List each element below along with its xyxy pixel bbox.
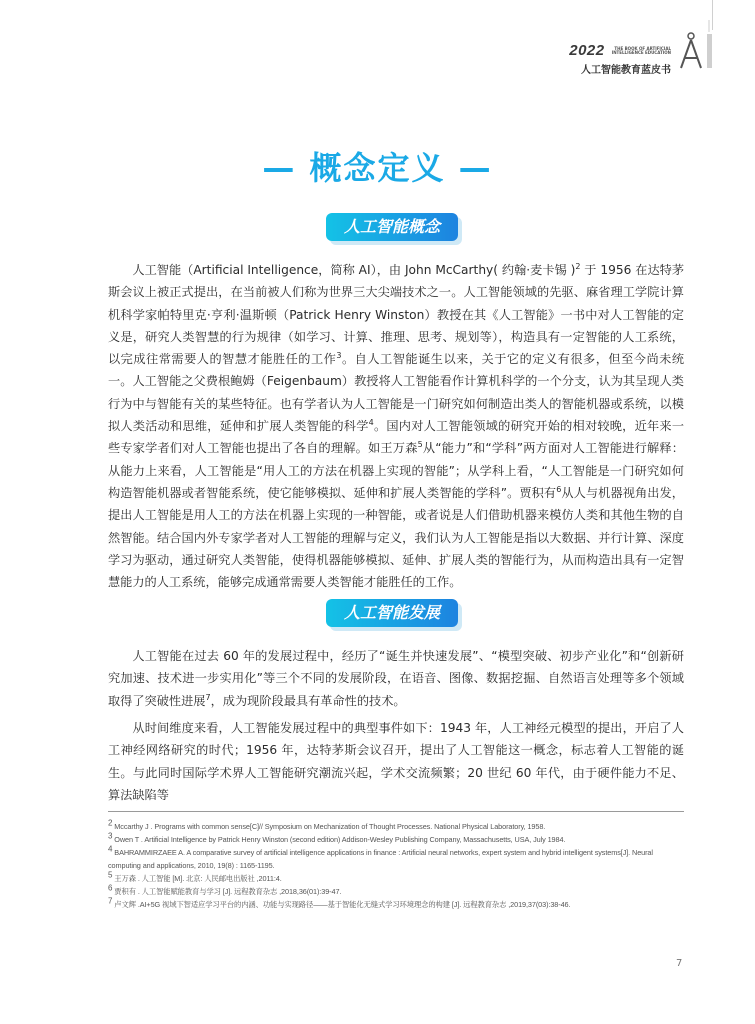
footnote-item: $^4$ BAHRAMMIRZAEE A. A comparative survey of artificial intelligence applications in finance : Artificial neural networks, expert system and hybrid intelligent systems[J]. Neural computing and applications, 2010, 19(8) : 1165-1195.	[108, 844, 653, 870]
footnote-item: $^6$ 贾积有 . 人工智能赋能教育与学习 [J]. 远程教育杂志 ,2018,36(01):39-47.	[108, 883, 342, 896]
footnote-item: $^5$ 王万森 . 人工智能 [M]. 北京: 人民邮电出版社 ,2011:4.	[108, 870, 282, 883]
paragraph-timeline: 从时间维度来看，人工智能发展过程中的典型事件如下：1943 年，人工神经元模型的提出，开启了人工神经网络研究的时代；1956 年，达特茅斯会议召开，提出了人工智能这一概念，标志着人工智能的诞生。与此同时国际学术界人工智能研究潮流兴起，学术交流频繁；20 世纪 60 年代，由于硬件能力不足、算法缺陷等	[108, 721, 684, 802]
paragraph-concept: 人工智能（Artificial Intelligence，简称 AI），由 John McCarthy( 约翰·麦卡锡 )$^2$ 于 1956 在达特茅斯会议上被正式提出，在当前被人们称为世界三大尖端技术之一。人工智能领域的先驱、麻省理工学院计算机科学家帕特里克·亨利·温斯顿（Patrick Henry Winston）教授在其《人工智能》一书中对人工智能的定义是，研究人类智慧的行为规律（如学习、计算、推理、思考、规划等），构造具有一定智能的人工系统，以完成往常需要人的智慧才能胜任的工作$^3$。自人工智能诞生以来，关于它的定义有很多，但至今尚未统一。人工智能之父费根鲍姆（Feigenbaum）教授将人工智能看作计算机科学的一个分支，认为其呈现人类行为中与智能有关的某些特征。也有学者认为人工智能是一门研究如何制造出类人的智能机器或系统，以模拟人类活动和思维，延伸和扩展人类智能的科学$^4$。国内对人工智能领域的研究开始的相对较晚，近年来一些专家学者们对人工智能也提出了各自的理解。如王万森$^5$从“能力”和“学科”两方面对人工智能进行解释：从能力上来看，人工智能是“用人工的方法在机器上实现的智能”；从学科上看，“人工智能是一门研究如何构造智能机器或者智能系统，使它能够模拟、延伸和扩展人类智能的学科”。贾积有$^6$从人与机器视角出发，提出人工智能是用人工的方法在机器上实现的一种智能，或者说是人们借助机器来模仿人类和其他生物的自然智能。结合国内外专家学者对人工智能的理解与定义，我们认为人工智能是指以大数据、并行计算、深度学习为驱动，通过研究人类智能，使得机器能够模拟、延伸、扩展人类的智能行为，从而构造出具有一定智慧能力的人工系统，能够完成通常需要人类智能才能胜任的工作。	[108, 261, 685, 590]
page-title: — 概念定义 —	[262, 149, 493, 187]
footnote-item: $^3$ Owen T . Artificial Intelligence by Patrick Henry Winston (second edition) Addison-Wesley Publishing Company, Massachusetts, USA, July 1984.	[108, 831, 566, 844]
header-year: 2022	[569, 42, 605, 59]
section-tag-development: 人工智能发展	[326, 599, 458, 627]
header-subtitle: 人工智能教育蓝皮书	[581, 65, 671, 76]
footnote-item: $^7$ 卢文辉 .AI+5G 视域下智适应学习平台的内涵、功能与实现路径——基于智能化无缝式学习环境理念的构建 [J]. 远程教育杂志 ,2019,37(03):38-46.	[108, 896, 571, 909]
ai-logo-icon	[677, 20, 717, 80]
header-brand	[569, 40, 671, 76]
header-tiny-text: THE BOOK OF ARTIFICIAL INTELLIGENCE EDUCATION	[611, 45, 671, 55]
footnote-item: $^2$ Mccarthy J . Programs with common sense[C]// Symposium on Mechanization of Thought Processes. National Physical Laboratory, 1958.	[108, 818, 546, 831]
section-tag-concept: 人工智能概念	[326, 213, 458, 241]
page-number: 7	[676, 958, 683, 969]
footnotes	[108, 820, 684, 911]
footnote-divider	[108, 811, 684, 812]
paragraph-development: 人工智能在过去 60 年的发展过程中，经历了“诞生并快速发展”、“模型突破、初步产业化”和“创新研究加速、技术进一步实用化”等三个不同的发展阶段，在语音、图像、数据挖掘、自然语言处理等多个领域取得了突破性进展$^7$，成为现阶段最具有革命性的技术。	[108, 649, 684, 708]
